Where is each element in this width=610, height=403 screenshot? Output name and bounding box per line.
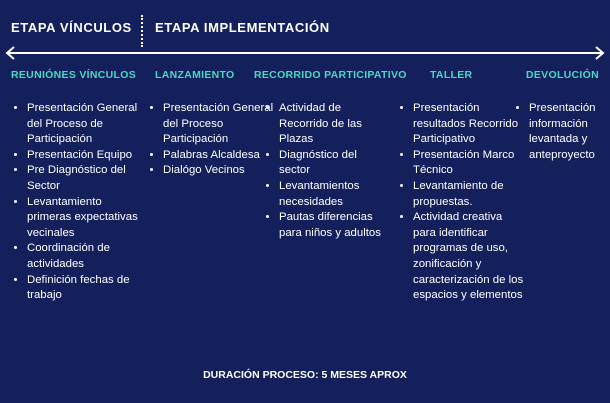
list-item: • Coordinación de actividades bbox=[27, 241, 144, 272]
list-item: • Pre Diagnóstico del Sector bbox=[27, 163, 144, 194]
list-item: • Presentación información levantada y anteproyecto bbox=[529, 101, 610, 163]
stage-title-vinculos: ETAPA VÍNCULOS bbox=[11, 20, 132, 35]
list-item: • Dialógo Vecinos bbox=[163, 163, 274, 179]
column-list-reuniones bbox=[12, 101, 144, 304]
list-item: • Actividad creativa para identificar programas de uso, zonificación y caracterización de los espacios y elementos bbox=[413, 210, 525, 304]
column-header-lanzamiento: LANZAMIENTO bbox=[155, 69, 235, 81]
list-item: • Pautas diferencias para niños y adultos bbox=[279, 210, 391, 241]
list-item: • Levantamiento de propuestas. bbox=[413, 179, 525, 210]
column-header-devolucion: DEVOLUCIÓN bbox=[526, 69, 600, 81]
column-list-recorrido bbox=[264, 101, 391, 241]
column-header-recorrido: RECORRIDO PARTICIPATIVO bbox=[254, 69, 407, 81]
stage-divider bbox=[141, 15, 143, 47]
list-item: • Levantamiento primeras expectativas vecinales bbox=[27, 195, 144, 242]
timeline-arrow bbox=[0, 46, 610, 60]
stage-title-implementacion: ETAPA IMPLEMENTACIÓN bbox=[155, 20, 330, 35]
list-item: • Levantamientos necesidades bbox=[279, 179, 391, 210]
duration-footer: DURACIÓN PROCESO: 5 MESES APROX bbox=[203, 369, 407, 381]
column-list-lanzamiento bbox=[148, 101, 274, 179]
list-item: • Palabras Alcaldesa bbox=[163, 148, 274, 164]
list-item: • Presentación Equipo bbox=[27, 148, 144, 164]
column-header-taller: TALLER bbox=[430, 69, 473, 81]
column-list-taller bbox=[398, 101, 525, 304]
list-item: • Actividad de Recorrido de las Plazas bbox=[279, 101, 391, 148]
list-item: • Presentación General del Proceso Participación bbox=[163, 101, 274, 148]
list-item: • Presentación Marco Técnico bbox=[413, 148, 525, 179]
column-header-reuniones: REUNIÓNES VÍNCULOS bbox=[11, 69, 136, 81]
column-list-devolucion bbox=[514, 101, 610, 163]
list-item: • Diagnóstico del sector bbox=[279, 148, 391, 179]
list-item: • Presentación resultados Recorrido Participativo bbox=[413, 101, 525, 148]
list-item: • Definición fechas de trabajo bbox=[27, 273, 144, 304]
list-item: • Presentación General del Proceso de Participación bbox=[27, 101, 144, 148]
